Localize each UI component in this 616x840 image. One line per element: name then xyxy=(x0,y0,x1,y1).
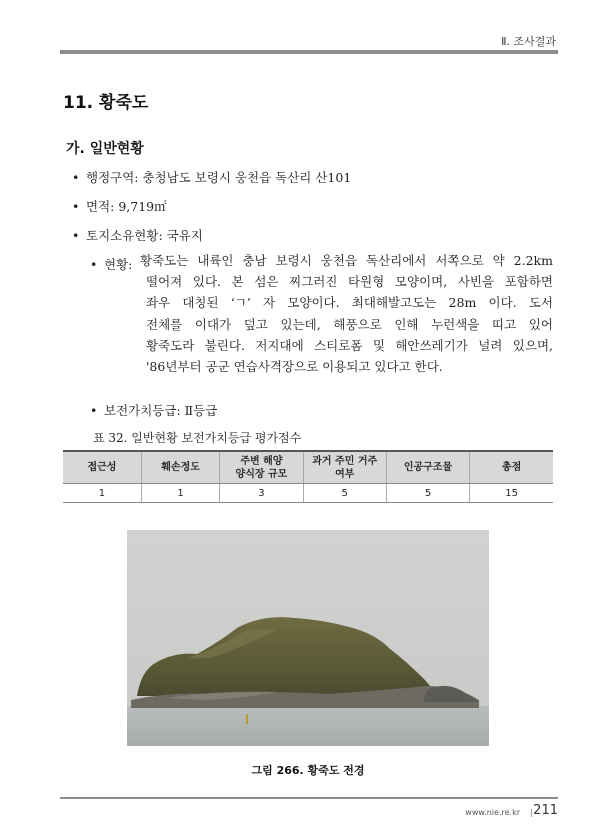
figure-caption: 그림 266. 황죽도 전경 xyxy=(251,764,365,777)
bullet-dot: • xyxy=(90,257,98,272)
status-line: 좌우 대칭된 ‘ㄱ’ 자 모양이다. 최대해발고도는 28m 이다. 도서 xyxy=(146,295,553,311)
table-header-cell: 훼손정도 xyxy=(141,451,219,484)
table-cell: 5 xyxy=(303,484,386,503)
table-cell: 5 xyxy=(386,484,469,503)
bullet-grade: • 보전가치등급: Ⅱ등급 xyxy=(90,403,218,418)
status-line: 황죽도라 불린다. 저지대에 스티로폼 및 해안쓰레기가 널려 있으며, xyxy=(146,337,553,353)
bullet-area: • 면적: 9,719㎡ xyxy=(72,199,167,214)
status-line: 전체를 이대가 덮고 있는데, 해풍으로 인해 누런색을 띠고 있어 xyxy=(146,316,553,332)
table-cell: 1 xyxy=(63,484,141,503)
page-number: 211 xyxy=(533,803,558,818)
bullet-dot: • xyxy=(72,228,80,243)
table-header-cell: 과거 주민 거주 여부 xyxy=(303,451,386,484)
table-header-cell: 인공구조물 xyxy=(386,451,469,484)
section-title: 11. 황죽도 xyxy=(63,93,149,113)
bullet-dot: • xyxy=(90,403,98,418)
table-header-cell: 주변 해양 양식장 규모 xyxy=(220,451,303,484)
status-paragraph xyxy=(140,250,553,377)
bullet-admin: • 행정구역: 충청남도 보령시 웅천읍 독산리 산101 xyxy=(72,170,352,185)
bullet-dot: • xyxy=(72,170,80,185)
status-line: '86년부터 공군 연습사격장으로 이용되고 있다고 한다. xyxy=(146,359,443,375)
table-cell: 3 xyxy=(220,484,303,503)
bullet-dot: • xyxy=(72,199,80,214)
bullet-status-label: • 현황: xyxy=(90,257,133,272)
table-header-row xyxy=(63,451,553,484)
table-cell: 15 xyxy=(470,484,553,503)
island-photo xyxy=(127,530,489,746)
subsection-title: 가. 일반현황 xyxy=(66,141,144,157)
status-line: 황죽도는 내륙인 충남 보령시 웅천읍 독산리에서 서쪽으로 약 2.2km xyxy=(140,253,553,268)
footer-url: www.nie.re.kr xyxy=(465,808,520,817)
photo-sea xyxy=(127,706,489,746)
footer-rule xyxy=(60,797,558,799)
table-row xyxy=(63,484,553,503)
status-line: 떨어져 있다. 본 섬은 찌그러진 타원형 모양이며, 사빈을 포함하면 xyxy=(146,274,553,290)
bullet-ownership: • 토지소유현황: 국유지 xyxy=(72,228,203,243)
table-caption: 표 32. 일반현황 보전가치등급 평가점수 xyxy=(93,431,302,445)
table-cell: 1 xyxy=(141,484,219,503)
photo-buoy xyxy=(246,714,248,724)
grade-table xyxy=(63,450,553,503)
footer-separator: | xyxy=(530,808,533,817)
table-header-cell: 총점 xyxy=(470,451,553,484)
running-header: Ⅱ. 조사결과 xyxy=(501,35,556,48)
header-rule xyxy=(60,50,558,54)
table-header-cell: 접근성 xyxy=(63,451,141,484)
